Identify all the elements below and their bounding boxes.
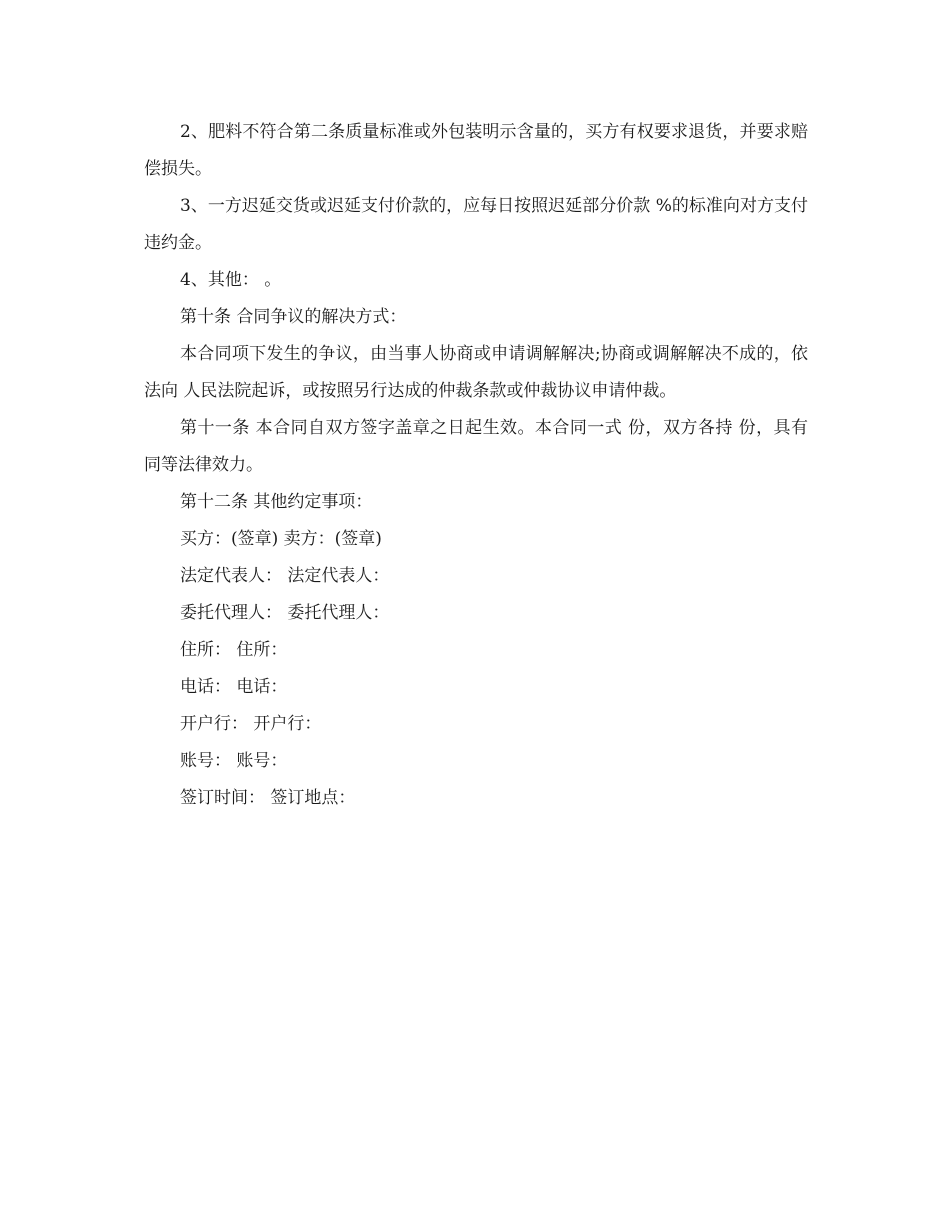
signature-line-time-place: 签订时间： 签订地点：	[180, 788, 356, 808]
article-twelve-heading: 第十二条 其他约定事项：	[180, 492, 373, 512]
signature-line-agent: 委托代理人： 委托代理人：	[180, 603, 390, 623]
signature-line-legal-rep: 法定代表人： 法定代表人：	[180, 566, 390, 586]
article-eleven-text: 第十一条 本合同自双方签字盖章之日起生效。本合同一式 份，双方各持 份，具有同等法律效力。	[144, 418, 808, 475]
clause-late-penalty: 3、一方迟延交货或迟延支付价款的，应每日按照迟延部分价款 %的标准向对方支付违约金。	[144, 196, 808, 253]
signature-line-parties: 买方：(签章) 卖方：(签章)	[180, 529, 382, 549]
signature-line-address: 住所： 住所：	[180, 640, 288, 660]
signature-line-phone: 电话： 电话：	[180, 677, 288, 697]
clause-other: 4、其他： 。	[180, 270, 282, 290]
signature-line-account: 账号： 账号：	[180, 751, 288, 771]
document-body	[144, 114, 808, 817]
dispute-resolution-text: 本合同项下发生的争议，由当事人协商或申请调解解决;协商或调解解决不成的，依法向 人民法院起诉，或按照另行达成的仲裁条款或仲裁协议申请仲裁。	[144, 344, 808, 401]
clause-fertilifer-return: 2、肥料不符合第二条质量标准或外包装明示含量的，买方有权要求退货，并要求赔偿损失。	[144, 122, 808, 179]
signature-line-bank: 开户行： 开户行：	[180, 714, 322, 734]
article-ten-heading: 第十条 合同争议的解决方式：	[180, 307, 407, 327]
